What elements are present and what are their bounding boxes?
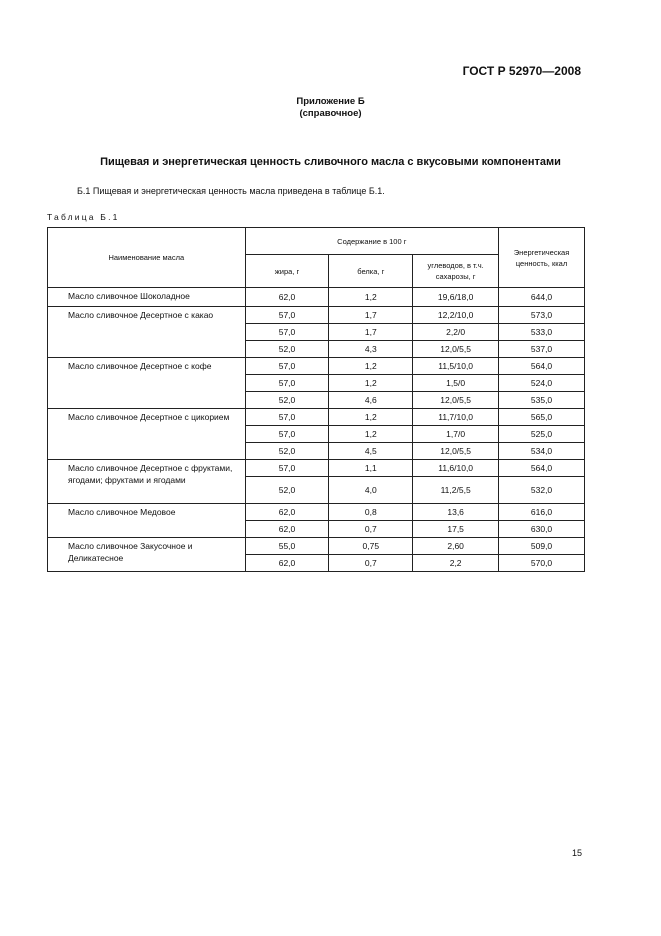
header-name: Наименование масла [48,228,246,288]
table-row [48,504,585,521]
carbs-cell: 11,6/10,0 [413,460,499,477]
fat-cell: 57,0 [245,307,329,324]
energy-cell: 537,0 [499,341,585,358]
table-row [48,288,585,307]
product-name-cell: Масло сливочное Медовое [48,504,246,538]
fat-cell: 62,0 [245,504,329,521]
energy-cell: 525,0 [499,426,585,443]
fat-cell: 57,0 [245,460,329,477]
fat-cell: 52,0 [245,392,329,409]
carbs-cell: 13,6 [413,504,499,521]
product-name-cell: Масло сливочное Десертное с цикорием [48,409,246,460]
fat-cell: 55,0 [245,538,329,555]
carbs-cell: 11,7/10,0 [413,409,499,426]
fat-cell: 57,0 [245,409,329,426]
carbs-cell: 12,0/5,5 [413,341,499,358]
product-name-cell: Масло сливочное Десертное с фруктами, ягодами; фруктами и ягодами [48,460,246,504]
document-code: ГОСТ Р 52970—2008 [462,64,581,78]
table-row [48,307,585,324]
header-content-group: Содержание в 100 г [245,228,498,255]
protein-cell: 1,2 [329,288,413,307]
fat-cell: 57,0 [245,426,329,443]
section-title: Пищевая и энергетическая ценность сливочного масла с вкусовыми компонентами [100,156,561,168]
carbs-cell: 11,5/10,0 [413,358,499,375]
carbs-cell: 17,5 [413,521,499,538]
fat-cell: 62,0 [245,521,329,538]
protein-cell: 1,2 [329,426,413,443]
fat-cell: 57,0 [245,324,329,341]
protein-cell: 1,2 [329,409,413,426]
energy-cell: 564,0 [499,460,585,477]
energy-cell: 532,0 [499,477,585,504]
energy-cell: 509,0 [499,538,585,555]
table-row [48,358,585,375]
energy-cell: 570,0 [499,555,585,572]
product-name-cell: Масло сливочное Шоколадное [48,288,246,307]
protein-cell: 1,7 [329,307,413,324]
page-number: 15 [572,848,583,858]
carbs-cell: 1,5/0 [413,375,499,392]
header-protein: белка, г [329,255,413,288]
carbs-cell: 19,6/18,0 [413,288,499,307]
protein-cell: 1,2 [329,358,413,375]
protein-cell: 1,2 [329,375,413,392]
energy-cell: 535,0 [499,392,585,409]
fat-cell: 52,0 [245,477,329,504]
intro-paragraph: Б.1 Пищевая и энергетическая ценность масла приведена в таблице Б.1. [77,186,385,196]
protein-cell: 0,7 [329,521,413,538]
table-row [48,460,585,477]
header-carbs: углеводов, в т.ч. сахарозы, г [413,255,499,288]
protein-cell: 4,5 [329,443,413,460]
header-fat: жира, г [245,255,329,288]
energy-cell: 616,0 [499,504,585,521]
protein-cell: 4,3 [329,341,413,358]
carbs-cell: 1,7/0 [413,426,499,443]
product-name-cell: Масло сливочное Закусочное и Деликатесное [48,538,246,572]
carbs-cell: 12,2/10,0 [413,307,499,324]
carbs-cell: 2,2 [413,555,499,572]
table-row [48,538,585,555]
appendix-subtitle: (справочное) [299,108,362,119]
protein-cell: 4,6 [329,392,413,409]
fat-cell: 62,0 [245,288,329,307]
table-body [48,288,585,572]
energy-cell: 534,0 [499,443,585,460]
protein-cell: 0,75 [329,538,413,555]
fat-cell: 52,0 [245,341,329,358]
nutrition-table [47,227,585,572]
table-row [48,409,585,426]
protein-cell: 0,8 [329,504,413,521]
protein-cell: 4,0 [329,477,413,504]
protein-cell: 0,7 [329,555,413,572]
carbs-cell: 12,0/5,5 [413,443,499,460]
carbs-cell: 12,0/5,5 [413,392,499,409]
fat-cell: 62,0 [245,555,329,572]
energy-cell: 565,0 [499,409,585,426]
table-caption: Таблица Б.1 [47,212,120,222]
fat-cell: 57,0 [245,375,329,392]
carbs-cell: 2,2/0 [413,324,499,341]
energy-cell: 630,0 [499,521,585,538]
carbs-cell: 2,60 [413,538,499,555]
fat-cell: 52,0 [245,443,329,460]
carbs-cell: 11,2/5,5 [413,477,499,504]
product-name-cell: Масло сливочное Десертное с кофе [48,358,246,409]
energy-cell: 524,0 [499,375,585,392]
protein-cell: 1,7 [329,324,413,341]
energy-cell: 573,0 [499,307,585,324]
header-energy: Энергетическая ценность, ккал [499,228,585,288]
appendix-title: Приложение Б [296,96,365,107]
energy-cell: 564,0 [499,358,585,375]
energy-cell: 644,0 [499,288,585,307]
protein-cell: 1,1 [329,460,413,477]
product-name-cell: Масло сливочное Десертное с какао [48,307,246,358]
energy-cell: 533,0 [499,324,585,341]
fat-cell: 57,0 [245,358,329,375]
